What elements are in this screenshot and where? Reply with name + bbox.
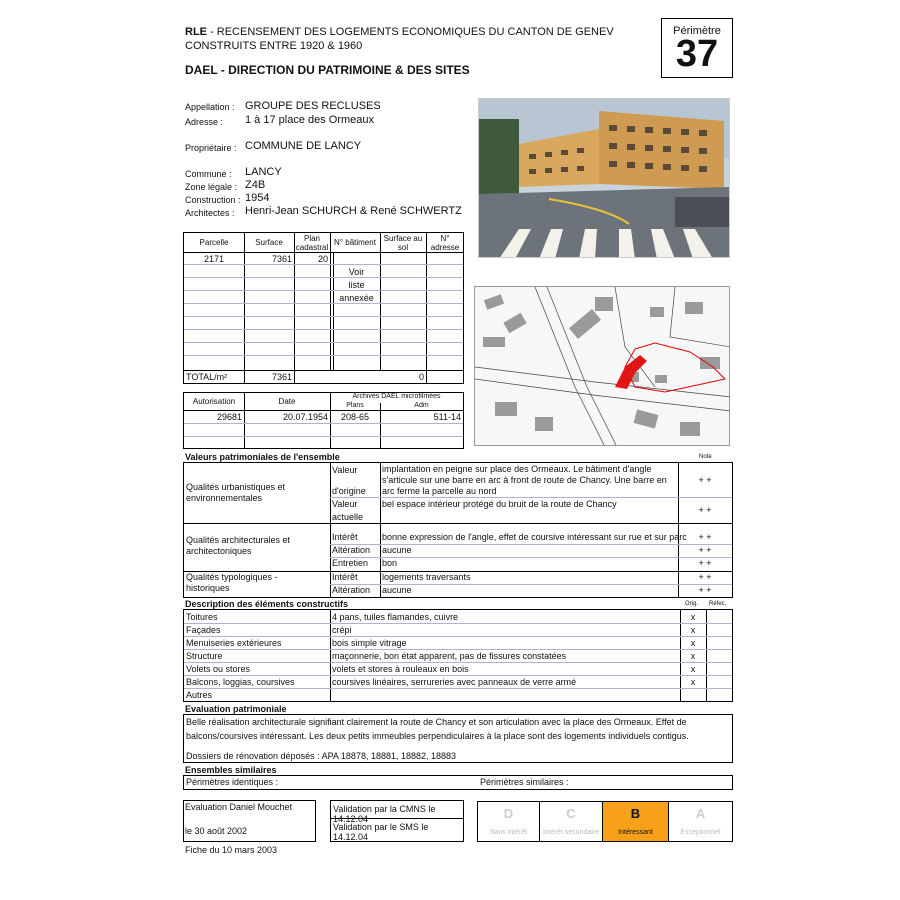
cell-parcelle: 2171	[203, 254, 225, 264]
note-arch-interet: + +	[698, 532, 712, 542]
cell-liste: liste	[348, 280, 365, 290]
arch-interet-label: Intérêt	[332, 532, 358, 542]
total-surface: 7361	[271, 372, 292, 382]
cell-plan: 20	[317, 254, 328, 264]
col-parcelle: Parcelle	[199, 238, 229, 247]
typo-alteration-text: aucune	[382, 585, 412, 595]
header-line2: CONSTRUITS ENTRE 1920 & 1960	[185, 40, 363, 52]
arch-interet-text: bonne expression de l'angle, effet de coursive intéressant sur rue et sur parc	[382, 532, 687, 542]
arch-entretien-text: bon	[382, 558, 398, 568]
arch-alteration-label: Altération	[332, 545, 371, 555]
evaluator-name: Evaluation Daniel Mouchet	[185, 802, 293, 812]
arch-entretien-label: Entretien	[332, 558, 369, 568]
dorigine-label: d'origine	[332, 486, 366, 496]
validation-sms: Validation par le SMS le 14.12.04	[333, 822, 429, 842]
construction-title: Description des éléments constructifs	[185, 599, 349, 609]
elem-label: Façades	[186, 625, 221, 635]
building-photo	[478, 98, 730, 258]
appellation-label: Appellation :	[185, 102, 235, 112]
elem-label: Structure	[186, 651, 223, 661]
col-surface: Surface	[255, 238, 283, 247]
elem-label: Balcons, loggias, coursives	[186, 677, 295, 687]
elem-label: Menuiseries extérieures	[186, 638, 282, 648]
proprietaire-label: Propriétaire :	[185, 143, 237, 153]
valeur-label-2: Valeur	[332, 499, 358, 509]
valeurs-title: Valeurs patrimoniales de l'ensemble	[185, 452, 340, 462]
cell-plans: 208-65	[340, 412, 370, 422]
proprietaire-value: COMMUNE DE LANCY	[245, 140, 362, 152]
architectes-label: Architectes :	[185, 208, 235, 218]
note-actuelle: + +	[698, 505, 712, 515]
elem-text: volets et stores à rouleaux en bois	[332, 664, 469, 674]
cell-adm: 511-14	[433, 412, 461, 422]
ensembles-title: Ensembles similaires	[185, 765, 277, 775]
grade-a-label: Exceptionnel	[680, 829, 721, 836]
col-date: Date	[278, 397, 296, 406]
ensembles-box	[183, 775, 733, 790]
evaluation-title: Evaluation patrimoniale	[185, 704, 287, 714]
typo-alteration-label: Altération	[332, 585, 371, 595]
valeurs-table	[183, 462, 733, 598]
arch-alteration-text: aucune	[382, 545, 412, 555]
evaluator-box	[183, 800, 316, 842]
grade-a-letter: A	[695, 806, 706, 821]
orig-header: Orig.	[685, 601, 699, 607]
actuelle-text: bel espace intérieur protégé du bruit de la route de Chancy	[382, 499, 617, 509]
elem-text: bois simple vitrage	[332, 638, 407, 648]
validation-cmns: Validation par la CMNS le 14.12.04	[333, 804, 436, 824]
total-sol: 0	[418, 372, 424, 382]
elem-text: maçonnerie, bon état apparent, pas de fissures constatées	[332, 651, 567, 661]
header-department: DAEL - DIRECTION DU PATRIMOINE & DES SITES	[185, 63, 470, 77]
typo-interet-text: logements traversants	[382, 572, 471, 582]
elem-orig: x	[690, 638, 696, 648]
elem-orig: x	[690, 651, 696, 661]
col-autorisation: Autorisation	[192, 397, 236, 406]
construction-label: Construction :	[185, 195, 241, 205]
elem-label: Volets ou stores	[186, 664, 251, 674]
origine-text: implantation en peigne sur place des Ormeaux. Le bâtiment d'angle s'articule sur une barre en arc à front de route de Chancy. Une barre en arc ferme la parcelle au nord	[382, 464, 667, 496]
elem-orig: x	[690, 625, 696, 635]
zone-label: Zone légale :	[185, 182, 238, 192]
cell-voir: Voir	[348, 267, 365, 277]
note-origine: + +	[698, 475, 712, 485]
evaluation-dossiers: Dossiers de rénovation déposés : APA 18878, 18881, 18882, 18883	[186, 751, 457, 761]
q-urbanistiques: Qualités urbanistiques et environnementales	[186, 482, 286, 503]
header-title: - RECENSEMENT DES LOGEMENTS ECONOMIQUES DU CANTON DE GENEV	[207, 26, 614, 38]
cadastral-map	[474, 286, 730, 446]
authorization-table	[183, 392, 464, 449]
grade-d-label: Sans intérêt	[489, 829, 528, 836]
appellation-value: GROUPE DES RECLUSES	[245, 100, 381, 112]
note-typo-alteration: + +	[698, 585, 712, 595]
grade-d	[477, 801, 540, 842]
refec-header: Réfec.	[709, 601, 727, 607]
col-adm: Adm	[414, 402, 429, 409]
note-header: Note	[699, 454, 712, 460]
elem-text: 4 pans, tuiles flamandes, cuivre	[332, 612, 459, 622]
evaluation-line2: balcons/coursives intéressant. Les deux petits immeubles perpendiculaires à la place sont des logements individuels contigus.	[186, 731, 689, 741]
architectes-value: Henri-Jean SCHURCH & René SCHWERTZ	[245, 205, 462, 217]
total-label: TOTAL/m²	[186, 372, 228, 382]
col-batiment: N° bâtiment	[334, 238, 376, 247]
actuelle-label: actuelle	[332, 512, 364, 522]
perimetre-box	[661, 18, 733, 78]
grade-b-selected	[602, 801, 669, 842]
col-surface-sol: Surface au sol	[383, 234, 423, 252]
adresse-label: Adresse :	[185, 117, 224, 127]
valeur-label-1: Valeur	[332, 465, 358, 475]
cell-surface: 7361	[271, 254, 292, 264]
grade-d-letter: D	[503, 806, 514, 821]
validation-box	[330, 800, 464, 842]
col-plans: Plans	[346, 402, 364, 409]
perimetre-number: 37	[675, 33, 719, 75]
elem-text: crépi	[332, 625, 352, 635]
commune-value: LANCY	[245, 166, 282, 178]
grade-a	[668, 801, 733, 842]
zone-value: Z4B	[245, 179, 266, 191]
col-plan-cadastral: Plan cadastral	[295, 234, 329, 252]
org-name: RLE	[185, 26, 207, 38]
evaluation-line1: Belle réalisation architecturale signifiant clairement la route de Chancy et son articulation avec la place des Ormeaux. Effet de	[186, 717, 687, 727]
col-archives: Archives DAEL microfilmées	[352, 393, 441, 400]
parcel-table	[183, 232, 464, 384]
fiche-date: Fiche du 10 mars 2003	[185, 845, 278, 855]
header-line1	[185, 24, 614, 40]
construction-table	[183, 609, 733, 702]
adresse-value: 1 à 17 place des Ormeaux	[245, 114, 375, 126]
perimetres-similaires: Périmètres similaires :	[480, 777, 569, 787]
q-typologiques: Qualités typologiques - historiques	[186, 572, 278, 593]
typo-interet-label: Intérêt	[332, 572, 358, 582]
elem-label: Autres	[186, 690, 213, 700]
commune-label: Commune :	[185, 169, 232, 179]
elem-label: Toitures	[186, 612, 218, 622]
grade-c-letter: C	[566, 806, 576, 821]
elem-orig: x	[690, 612, 696, 622]
col-adresse: N° adresse	[430, 234, 460, 252]
construction-value: 1954	[245, 192, 270, 204]
elem-orig: x	[690, 677, 696, 687]
cell-annexee: annexée	[339, 293, 374, 303]
grade-c	[539, 801, 603, 842]
elem-text: coursives linéaires, serrureries avec panneaux de verre armé	[332, 677, 577, 687]
note-arch-entretien: + +	[698, 558, 712, 568]
grade-b-label: Intéressant	[618, 829, 653, 836]
perimetre-label: Périmètre	[673, 25, 721, 37]
grade-c-label: Intérêt secondaire	[542, 829, 600, 836]
cell-date: 20.07.1954	[282, 412, 328, 422]
grade-b-letter: B	[630, 806, 641, 821]
evaluation-date: le 30 août 2002	[185, 826, 248, 836]
elem-orig: x	[690, 664, 696, 674]
note-typo-interet: + +	[698, 572, 712, 582]
note-arch-alteration: + +	[698, 545, 712, 555]
evaluation-box	[183, 714, 733, 763]
cell-autorisation: 29681	[216, 412, 242, 422]
perimetres-identiques: Périmètres identiques :	[186, 777, 279, 787]
q-architecturales: Qualités architecturales et architectoniques	[186, 535, 291, 556]
